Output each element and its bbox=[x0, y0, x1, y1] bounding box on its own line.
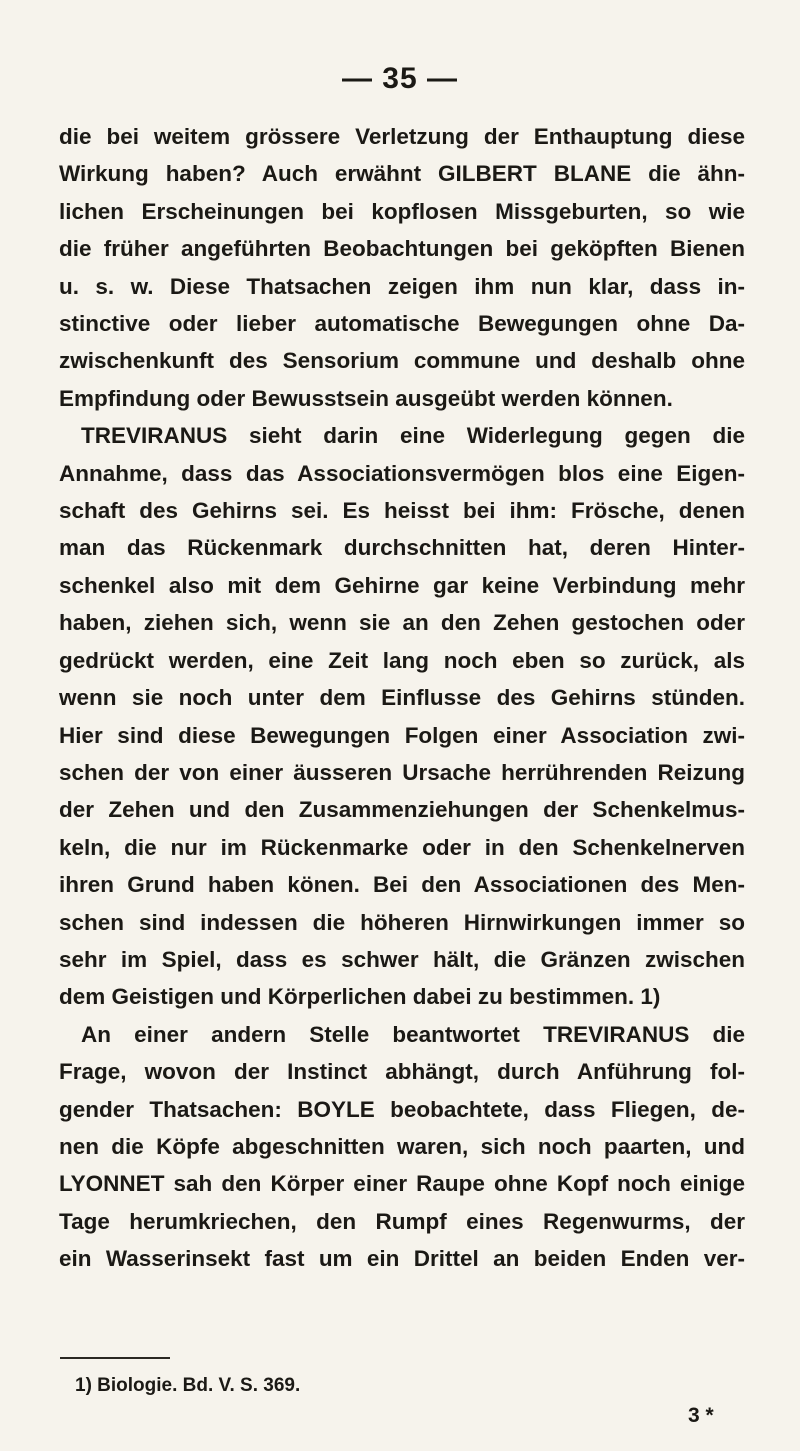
text-line: ein Wasserinsekt fast um ein Drittel an beiden Enden ver- bbox=[59, 1246, 745, 1272]
footnote: 1) Biologie. Bd. V. S. 369. bbox=[75, 1375, 301, 1396]
text-line: lichen Erscheinungen bei kopflosen Missgeburten, so wie bbox=[59, 198, 745, 224]
text-line: zwischenkunft des Sensorium commune und deshalb ohne bbox=[59, 348, 745, 374]
signature-mark: 3 * bbox=[688, 1404, 714, 1427]
text-line: gedrückt werden, eine Zeit lang noch eben so zurück, als bbox=[59, 647, 745, 673]
text-line: LYONNET sah den Körper einer Raupe ohne Kopf noch einige bbox=[59, 1171, 745, 1197]
text-line: An einer andern Stelle beantwortet TREVIRANUS die bbox=[81, 1021, 745, 1047]
text-line: Hier sind diese Bewegungen Folgen einer Association zwi- bbox=[59, 722, 745, 748]
text-line: man das Rückenmark durchschnitten hat, deren Hinter- bbox=[59, 535, 745, 561]
page-number: — 35 — bbox=[341, 62, 459, 95]
text-line: gender Thatsachen: BOYLE beobachtete, dass Fliegen, de- bbox=[59, 1096, 745, 1122]
text-line: ihren Grund haben könen. Bei den Associationen des Men- bbox=[59, 872, 745, 898]
text-line: keln, die nur im Rückenmarke oder in den Schenkelnerven bbox=[59, 834, 745, 860]
text-line: dem Geistigen und Körperlichen dabei zu bestimmen. 1) bbox=[59, 984, 661, 1010]
text-line: Empfindung oder Bewusstsein ausgeübt werden können. bbox=[59, 385, 673, 411]
text-line: die früher angeführten Beobachtungen bei geköpften Bienen bbox=[59, 236, 745, 262]
text-line: stinctive oder lieber automatische Bewegungen ohne Da- bbox=[59, 311, 745, 337]
text-line: wenn sie noch unter dem Einflusse des Gehirns stünden. bbox=[59, 685, 745, 711]
text-line: schenkel also mit dem Gehirne gar keine Verbindung mehr bbox=[59, 572, 745, 598]
text-line: schen der von einer äusseren Ursache herrührenden Reizung bbox=[59, 759, 745, 785]
text-line: u. s. w. Diese Thatsachen zeigen ihm nun klar, dass in- bbox=[59, 273, 745, 299]
text-line: Frage, wovon der Instinct abhängt, durch Anführung fol- bbox=[59, 1059, 745, 1085]
text-line: Annahme, dass das Associationsvermögen blos eine Eigen- bbox=[59, 460, 745, 486]
text-line: Wirkung haben? Auch erwähnt GILBERT BLANE die ähn- bbox=[59, 161, 745, 187]
text-line: schen sind indessen die höheren Hirnwirkungen immer so bbox=[59, 909, 745, 935]
text-line: haben, ziehen sich, wenn sie an den Zehen gestochen oder bbox=[59, 610, 745, 636]
text-line: der Zehen und den Zusammenziehungen der Schenkelmus- bbox=[59, 797, 745, 823]
footnote-divider bbox=[60, 1357, 170, 1359]
text-line: schaft des Gehirns sei. Es heisst bei ihm: Frösche, denen bbox=[59, 498, 745, 524]
text-line: TREVIRANUS sieht darin eine Widerlegung gegen die bbox=[81, 423, 745, 449]
text-line: nen die Köpfe abgeschnitten waren, sich noch paarten, und bbox=[59, 1133, 745, 1159]
text-line: Tage herumkriechen, den Rumpf eines Regenwurms, der bbox=[59, 1208, 745, 1234]
body-text bbox=[59, 118, 745, 1278]
text-line: sehr im Spiel, dass es schwer hält, die Gränzen zwischen bbox=[59, 946, 745, 972]
text-line: die bei weitem grössere Verletzung der Enthauptung diese bbox=[59, 124, 745, 149]
